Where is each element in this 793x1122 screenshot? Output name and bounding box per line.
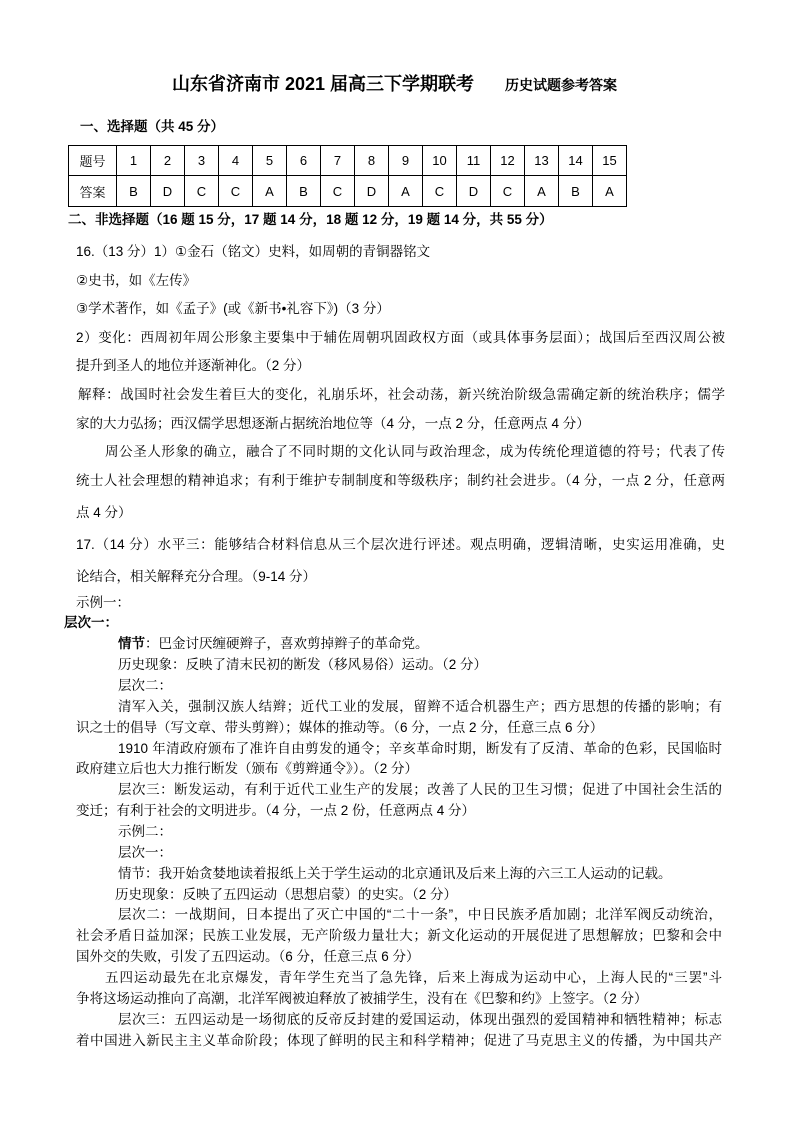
essay-section-heading: 二、非选择题（16 题 15 分，17 题 14 分，18 题 12 分，19 题 14 分，共 55 分）	[68, 212, 553, 227]
question-number-row	[69, 146, 627, 176]
essay-answers-q16-q17-intro	[76, 238, 725, 593]
answer-cell: D	[457, 176, 491, 207]
answer-cell: C	[423, 176, 457, 207]
answer-cell: C	[219, 176, 253, 207]
question-number: 2	[151, 146, 185, 176]
example1-level1-title: 层次一：	[64, 615, 118, 631]
example1-phenomenon: 历史现象：反映了清末民初的断发（移风易俗）运动。（2 分）	[118, 657, 488, 673]
q16-answer-line: 统士人社会理想的精神追求；有利于维护专制制度和等级秩序；制约社会进步。（4 分，一点 2 分，任意两	[76, 472, 725, 488]
question-number: 11	[457, 146, 491, 176]
example2-title: 示例二：	[118, 824, 172, 840]
q17-answer-line: 17.（14 分）水平三：能够结合材料信息从三个层次进行评述。观点明确，逻辑清晰，史实运用准确，史	[76, 537, 725, 553]
answer-cell: C	[491, 176, 525, 207]
answer-cell: D	[151, 176, 185, 207]
q16-answer-line: 周公圣人形象的确立，融合了不同时期的文化认同与政治理念，成为传统伦理道德的符号；代表了传	[105, 444, 725, 460]
question-number: 10	[423, 146, 457, 176]
example1-level2-line: 识之士的倡导（写文章、带头剪辫）；媒体的推动等。（6 分，一点 2 分，任意三点 6 分）	[76, 719, 604, 735]
answer-row	[69, 176, 627, 207]
q16-answer-line: 解释：战国时社会发生着巨大的变化，礼崩乐坏，社会动荡，新兴统治阶级急需确定新的统治秩序；儒学	[78, 386, 725, 402]
example2-level2-line: 层次二：一战期间，日本提出了灭亡中国的“二十一条”，中日民族矛盾加剧；北洋军阀反动统治，	[118, 907, 722, 923]
plot-text: ：巴金讨厌缠硬辫子，喜欢剪掉辫子的革命党。	[145, 636, 429, 652]
example2-level2-line: 社会矛盾日益加深；民族工业发展，无产阶级力量壮大；新文化运动的开展促进了思想解放；巴黎和会中	[76, 928, 722, 944]
q16-answer-line: 点 4 分）	[76, 505, 132, 521]
example2-level2-line: 争将这场运动推向了高潮，北洋军阀被迫释放了被捕学生，没有在《巴黎和约》上签字。（2 分）	[76, 990, 648, 1006]
answer-cell: A	[525, 176, 559, 207]
question-number: 15	[593, 146, 627, 176]
q16-answer-line: 家的大力弘扬；西汉儒学思想逐渐占据统治地位等（4 分，一点 2 分，任意两点 4 分）	[76, 415, 590, 431]
answer-cell: A	[593, 176, 627, 207]
example2-level2-line: 五四运动最先在北京爆发，青年学生充当了急先锋，后来上海成为运动中心，上海人民的“三罢”斗	[105, 970, 722, 986]
question-number: 7	[321, 146, 355, 176]
answer-cell: A	[389, 176, 423, 207]
question-number: 13	[525, 146, 559, 176]
example2-level2-line: 国外交的失败，引发了五四运动。（6 分，任意三点 6 分）	[76, 949, 420, 965]
answer-cell: C	[185, 176, 219, 207]
answer-cell: B	[287, 176, 321, 207]
q16-answer-line: ②史书，如《左传》	[76, 272, 197, 288]
q16-answer-line: 提升到圣人的地位并逐渐神化。（2 分）	[76, 358, 311, 374]
question-number: 12	[491, 146, 525, 176]
example1-level2-title: 层次二：	[118, 678, 172, 694]
answer-cell: C	[321, 176, 355, 207]
example2-phenomenon: 历史现象：反映了五四运动（思想启蒙）的史实。（2 分）	[115, 886, 458, 902]
question-number: 4	[219, 146, 253, 176]
q17-answer-line: 论结合，相关解释充分合理。（9-14 分）	[76, 569, 317, 585]
example2-level1-title: 层次一：	[118, 844, 172, 860]
document-title: 山东省济南市 2021 届高三下学期联考	[172, 74, 475, 94]
example2-level3-line: 层次三：五四运动是一场彻底的反帝反封建的爱国运动，体现出强烈的爱国精神和牺牲精神；标志	[118, 1011, 722, 1027]
example2-plot: 情节：我开始贪婪地读着报纸上关于学生运动的北京通讯及后来上海的六三工人运动的记载。	[118, 865, 672, 881]
document-subtitle: 历史试题参考答案	[505, 77, 617, 93]
q17-examples	[64, 593, 722, 1052]
example1-level2-line: 1910 年清政府颁布了准许自由剪发的通令；辛亥革命时期，断发有了反清、革命的色彩，民国临时	[118, 740, 722, 756]
choice-section-heading: 一、选择题（共 45 分）	[80, 119, 225, 134]
row-label-answer: 答案	[69, 176, 117, 207]
q16-answer-line: 2）变化：西周初年周公形象主要集中于辅佐周朝巩固政权方面（或具体事务层面）；战国后至西汉周公被	[76, 329, 725, 345]
example1-level2-line: 清军入关，强制汉族人结辫；近代工业的发展，留辫不适合机器生产；西方思想的传播的影响；有	[118, 698, 722, 714]
example1-plot	[76, 634, 722, 655]
question-number: 14	[559, 146, 593, 176]
answer-cell: A	[253, 176, 287, 207]
question-number: 5	[253, 146, 287, 176]
choice-answer-table	[68, 145, 627, 207]
q16-answer-line: 16.（13 分）1）①金石（铭文）史料，如周朝的青铜器铭文	[76, 244, 431, 259]
question-number: 6	[287, 146, 321, 176]
question-number: 9	[389, 146, 423, 176]
row-label-question-number: 题号	[69, 146, 117, 176]
example1-level2-line: 政府建立后也大力推行断发（颁布《剪辫通令》）。（2 分）	[76, 761, 419, 777]
plot-label: 情节	[118, 636, 145, 652]
answer-cell: B	[559, 176, 593, 207]
example1-title: 示例一：	[76, 594, 130, 610]
question-number: 3	[185, 146, 219, 176]
question-number: 8	[355, 146, 389, 176]
q16-answer-line: ③学术著作，如《孟子》(或《新书•礼容下》)（3 分）	[76, 301, 390, 317]
answer-cell: B	[117, 176, 151, 207]
example1-level3-line: 层次三：断发运动，有利于近代工业生产的发展；改善了人民的卫生习惯；促进了中国社会生活的	[118, 782, 722, 798]
example1-level3-line: 变迁；有利于社会的文明进步。（4 分，一点 2 份，任意两点 4 分）	[76, 803, 476, 819]
example2-level3-line: 着中国进入新民主主义革命阶段；体现了鲜明的民主和科学精神；促进了马克思主义的传播，为中国共产	[76, 1032, 722, 1048]
question-number: 1	[117, 146, 151, 176]
answer-cell: D	[355, 176, 389, 207]
